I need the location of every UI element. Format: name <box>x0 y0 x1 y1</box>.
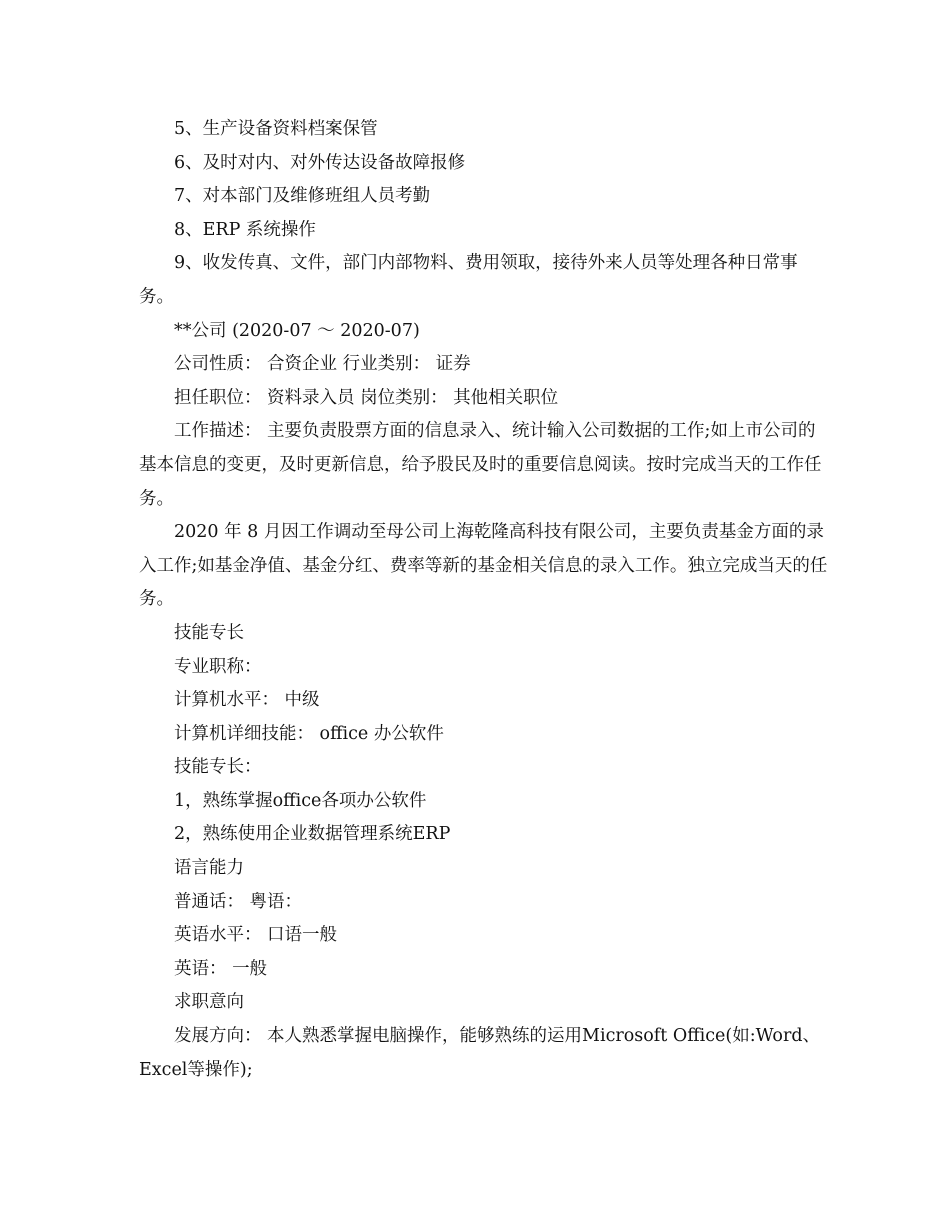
skills-label: 技能专长： <box>174 757 262 778</box>
paragraph-item-7: 7、对本部门及维修班组人员考勤 <box>174 186 431 207</box>
section-language-heading: 语言能力 <box>174 858 244 879</box>
english-level: 英语水平： 口语一般 <box>174 925 338 946</box>
skill-item-1: 1，熟练掌握office各项办公软件 <box>174 790 427 811</box>
paragraph-item-8: 8、ERP 系统操作 <box>174 219 316 240</box>
professional-title: 专业职称： <box>174 656 262 677</box>
development-direction: 发展方向： 本人熟悉掌握电脑操作，能够熟练的运用Microsoft Office(如:Word、Excel等操作); <box>139 1026 821 1080</box>
computer-level: 计算机水平： 中级 <box>174 690 320 711</box>
english: 英语： 一般 <box>174 958 268 979</box>
section-intent-heading: 求职意向 <box>174 992 244 1013</box>
company-nature: 公司性质： 合资企业 行业类别： 证券 <box>174 354 471 375</box>
mandarin-cantonese: 普通话： 粤语： <box>174 891 303 912</box>
transfer-description: 2020 年 8 月因工作调动至母公司上海乾隆高科技有限公司，主要负责基金方面的录入工作;如基金净值、基金分红、费率等新的基金相关信息的录入工作。独立完成当天的任务。 <box>139 522 828 610</box>
company-heading: **公司 (2020-07 ～ 2020-07) <box>174 320 420 341</box>
job-position: 担任职位： 资料录入员 岗位类别： 其他相关职位 <box>174 387 559 408</box>
computer-skills-detail: 计算机详细技能： office 办公软件 <box>174 723 444 744</box>
paragraph-item-9: 9、收发传真、文件，部门内部物料、费用领取，接待外来人员等处理各种日常事务。 <box>139 253 798 307</box>
paragraph-item-6: 6、及时对内、对外传达设备故障报修 <box>174 152 466 173</box>
skill-item-2: 2，熟练使用企业数据管理系统ERP <box>174 824 451 845</box>
job-description: 工作描述： 主要负责股票方面的信息录入、统计输入公司数据的工作;如上市公司的基本信息的变更，及时更新信息，给予股民及时的重要信息阅读。按时完成当天的工作任务。 <box>139 421 822 509</box>
section-skills-heading: 技能专长 <box>174 622 244 643</box>
paragraph-item-5: 5、生产设备资料档案保管 <box>174 119 378 139</box>
document-body <box>139 113 829 1087</box>
